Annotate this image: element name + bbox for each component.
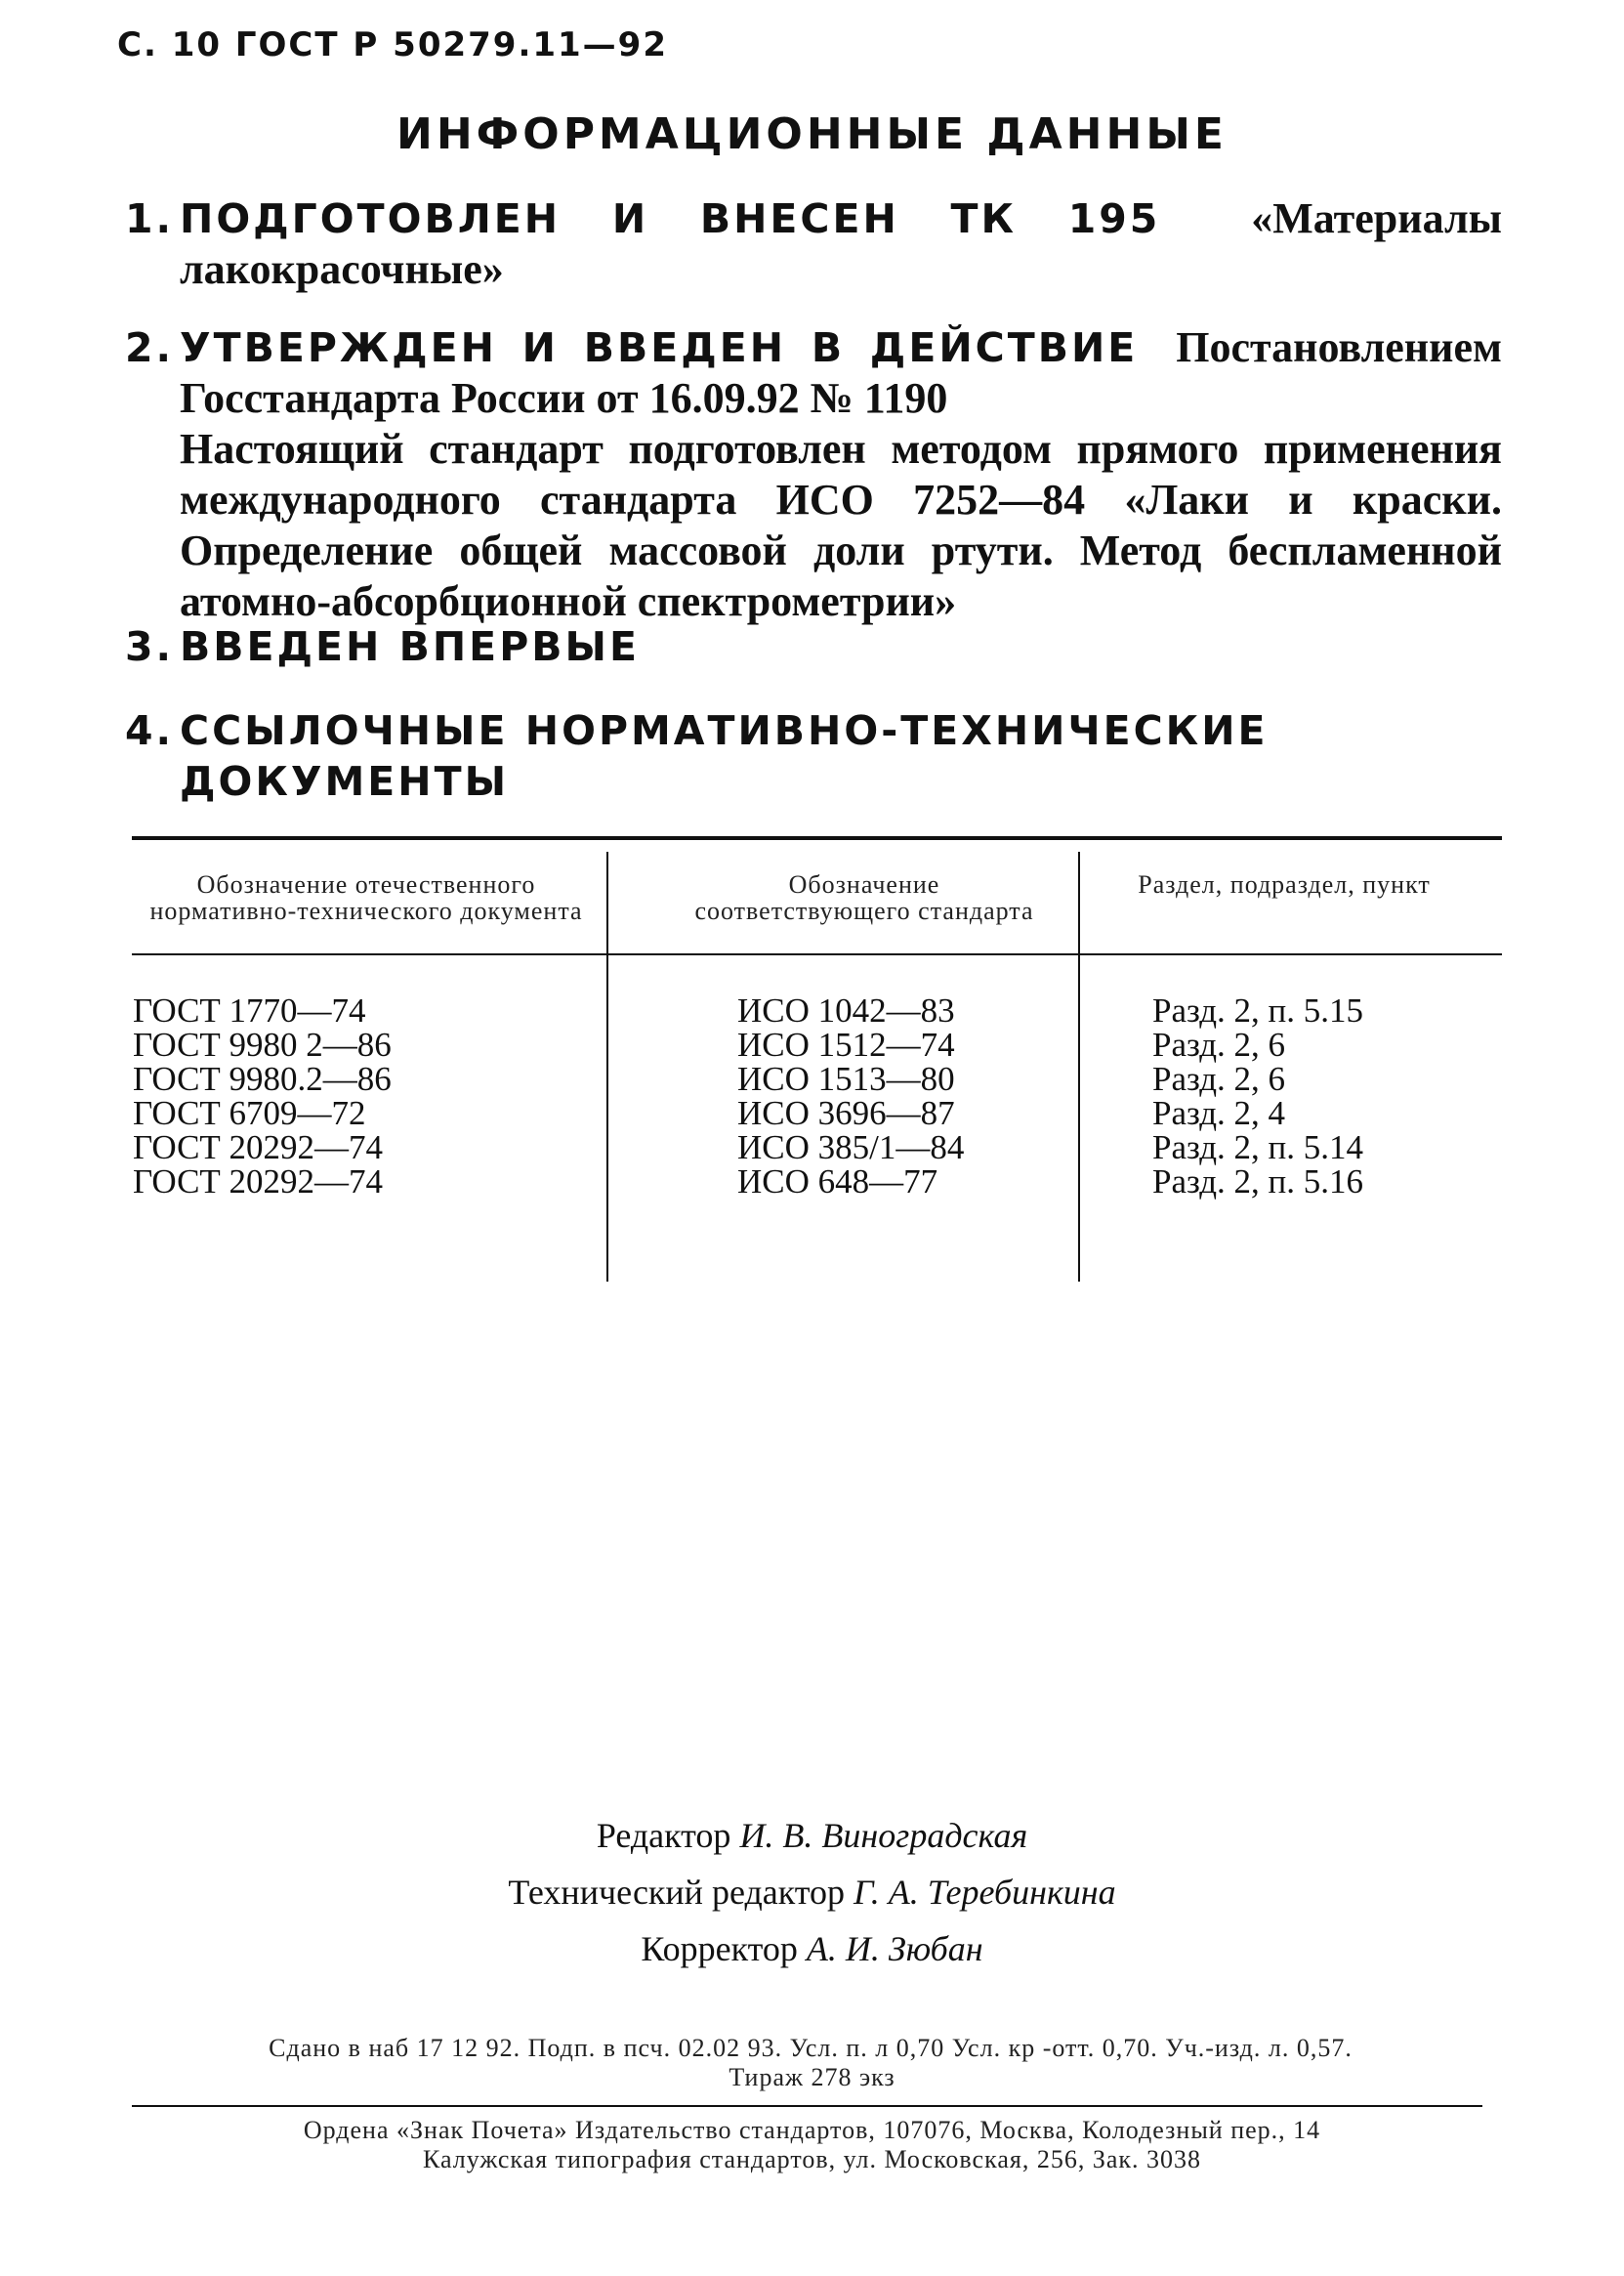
column-divider-1 bbox=[606, 852, 608, 1282]
item-number: 2. bbox=[125, 324, 175, 371]
proofreader-role: Корректор bbox=[641, 1929, 798, 1968]
table-cell-intl: ИСО 1512—74 bbox=[737, 1026, 955, 1064]
table-cell-domestic: ГОСТ 1770—74 bbox=[133, 991, 366, 1030]
table-cell-domestic: ГОСТ 6709—72 bbox=[133, 1094, 366, 1132]
printing-house-line: Калужская типография стандартов, ул. Московская, 256, Зак. 3038 bbox=[422, 2145, 1202, 2173]
table-cell-section: Разд. 2, 4 bbox=[1152, 1094, 1286, 1132]
table-cell-intl: ИСО 1042—83 bbox=[737, 991, 955, 1030]
table-cell-intl: ИСО 1513—80 bbox=[737, 1060, 955, 1098]
info-item-1 bbox=[125, 193, 1502, 295]
publisher-line: Ордена «Знак Почета» Издательство стандартов, 107076, Москва, Колодезный пер., 14 bbox=[303, 2116, 1321, 2144]
table-cell-section: Разд. 2, 6 bbox=[1152, 1060, 1286, 1098]
table-cell-domestic: ГОСТ 9980 2—86 bbox=[133, 1026, 392, 1064]
column-header-intl-standard: Обозначение соответствующего стандарта bbox=[694, 870, 1034, 925]
tech-editor-role: Технический редактор bbox=[508, 1873, 846, 1912]
table-top-rule bbox=[132, 836, 1502, 840]
table-cell-domestic: ГОСТ 20292—74 bbox=[133, 1162, 384, 1201]
imprint-rule bbox=[132, 2105, 1482, 2107]
table-cell-intl: ИСО 385/1—84 bbox=[737, 1128, 965, 1166]
proofreader-line bbox=[0, 1920, 1624, 1977]
tech-editor-line bbox=[0, 1864, 1624, 1920]
table-cell-intl: ИСО 648—77 bbox=[737, 1162, 938, 1201]
item-text: Постановлением Госстандарта России от 16.09.92 № 1190 bbox=[180, 323, 1502, 422]
item-text: «Материалы лакокрасочные» bbox=[180, 194, 1503, 293]
info-item-3 bbox=[125, 621, 1502, 672]
item-note: Настоящий стандарт подготовлен методом прямого применения международного стандарта ИСО 7252—84 «Лаки и краски. Определение общей массовой доли ртути. Метод беспламенной атомно-абсорбционной спектрометрии» bbox=[180, 425, 1502, 625]
item-number: 4. bbox=[125, 707, 175, 754]
item-number: 1. bbox=[125, 195, 175, 242]
info-item-4 bbox=[125, 705, 1502, 807]
table-cell-section: Разд. 2, п. 5.16 bbox=[1152, 1162, 1363, 1201]
table-cell-section: Разд. 2, 6 bbox=[1152, 1026, 1286, 1064]
table-cell-section: Разд. 2, п. 5.14 bbox=[1152, 1128, 1363, 1166]
page-header: С. 10 ГОСТ Р 50279.11—92 bbox=[117, 25, 668, 64]
item-number: 3. bbox=[125, 623, 175, 670]
column-header-domestic-doc: Обозначение отечественного нормативно-технического документа bbox=[149, 870, 583, 925]
info-item-2 bbox=[125, 322, 1502, 627]
column-header-section: Раздел, подраздел, пункт bbox=[1138, 870, 1431, 899]
proofreader-name: А. И. Зюбан bbox=[806, 1929, 983, 1968]
item-heading: ВВЕДЕН ВПЕРВЫЕ bbox=[180, 623, 640, 670]
table-cell-intl: ИСО 3696—87 bbox=[737, 1094, 955, 1132]
item-heading: УТВЕРЖДЕН И ВВЕДЕН В ДЕЙСТВИЕ bbox=[180, 324, 1139, 371]
document-title: ИНФОРМАЦИОННЫЕ ДАННЫЕ bbox=[396, 109, 1228, 159]
table-cell-domestic: ГОСТ 20292—74 bbox=[133, 1128, 384, 1166]
editor-line bbox=[0, 1807, 1624, 1864]
item-heading: ПОДГОТОВЛЕН И ВНЕСЕН ТК 195 bbox=[180, 195, 1161, 242]
table-cell-domestic: ГОСТ 9980.2—86 bbox=[133, 1060, 392, 1098]
editor-name: И. В. Виноградская bbox=[739, 1816, 1028, 1855]
column-divider-2 bbox=[1078, 852, 1080, 1282]
table-header-rule bbox=[132, 953, 1502, 955]
tech-editor-name: Г. А. Теребинкина bbox=[854, 1873, 1116, 1912]
item-heading: ССЫЛОЧНЫЕ НОРМАТИВНО-ТЕХНИЧЕСКИЕ ДОКУМЕНТЫ bbox=[180, 707, 1269, 805]
print-details: Сдано в наб 17 12 92. Подп. в псч. 02.02 93. Усл. п. л 0,70 Усл. кр -отт. 0,70. Уч.-изд. л. 0,57. bbox=[269, 2034, 1353, 2062]
editorial-credits bbox=[0, 1807, 1624, 1977]
table-cell-section: Разд. 2, п. 5.15 bbox=[1152, 991, 1363, 1030]
print-run: Тираж 278 экз bbox=[729, 2063, 895, 2091]
editor-role: Редактор bbox=[596, 1816, 731, 1855]
